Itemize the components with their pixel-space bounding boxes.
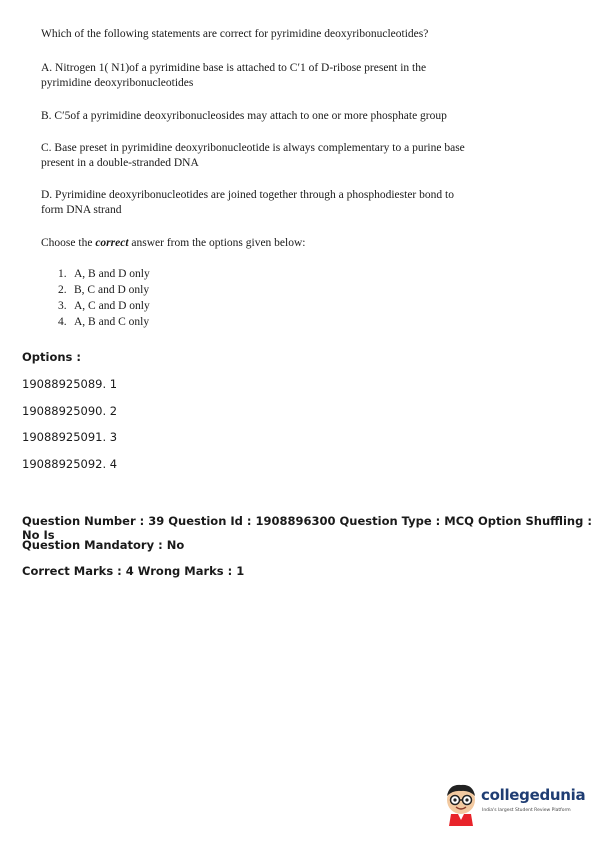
choose-instruction: Choose the correct answer from the options given below:	[41, 237, 306, 249]
option-row: 19088925092. 4	[22, 457, 118, 471]
logo-wordmark: collegedunia	[481, 786, 586, 804]
question-meta-line2: Question Mandatory : No	[22, 538, 185, 552]
mascot-icon	[443, 782, 479, 826]
option-row: 19088925091. 3	[22, 430, 118, 444]
choice-item: 1. A, B and D only	[58, 268, 150, 280]
collegedunia-logo	[443, 782, 586, 830]
choice-list	[58, 266, 150, 330]
option-row: 19088925090. 2	[22, 404, 118, 418]
question-meta-line1: Question Number : 39 Question Id : 1908896300 Question Type : MCQ Option Shuffling : No Is	[22, 514, 592, 542]
question-meta-line3: Correct Marks : 4 Wrong Marks : 1	[22, 564, 245, 578]
statement-c: C. Base preset in pyrimidine deoxyribonucleotide is always complementary to a purine base present in a double-stranded DNA	[41, 142, 465, 169]
statement-a: A. Nitrogen 1( N1)of a pyrimidine base is attached to C′1 of D-ribose present in the pyrimidine deoxyribonucleotides	[41, 62, 427, 89]
question-stem: Which of the following statements are correct for pyrimidine deoxyribonucleotides?	[41, 28, 429, 40]
choice-item: 3. A, C and D only	[58, 300, 150, 312]
options-label: Options :	[22, 350, 81, 364]
statement-d: D. Pyrimidine deoxyribonucleotides are joined together through a phosphodiester bond to form DNA strand	[41, 189, 454, 216]
statement-b: B. C′5of a pyrimidine deoxyribonucleosides may attach to one or more phosphate group	[41, 110, 447, 122]
choice-item: 4. A, B and C only	[58, 316, 150, 328]
option-row: 19088925089. 1	[22, 377, 118, 391]
logo-tagline: India's largest Student Review Platform	[482, 808, 571, 813]
choice-item: 2. B, C and D only	[58, 284, 150, 296]
